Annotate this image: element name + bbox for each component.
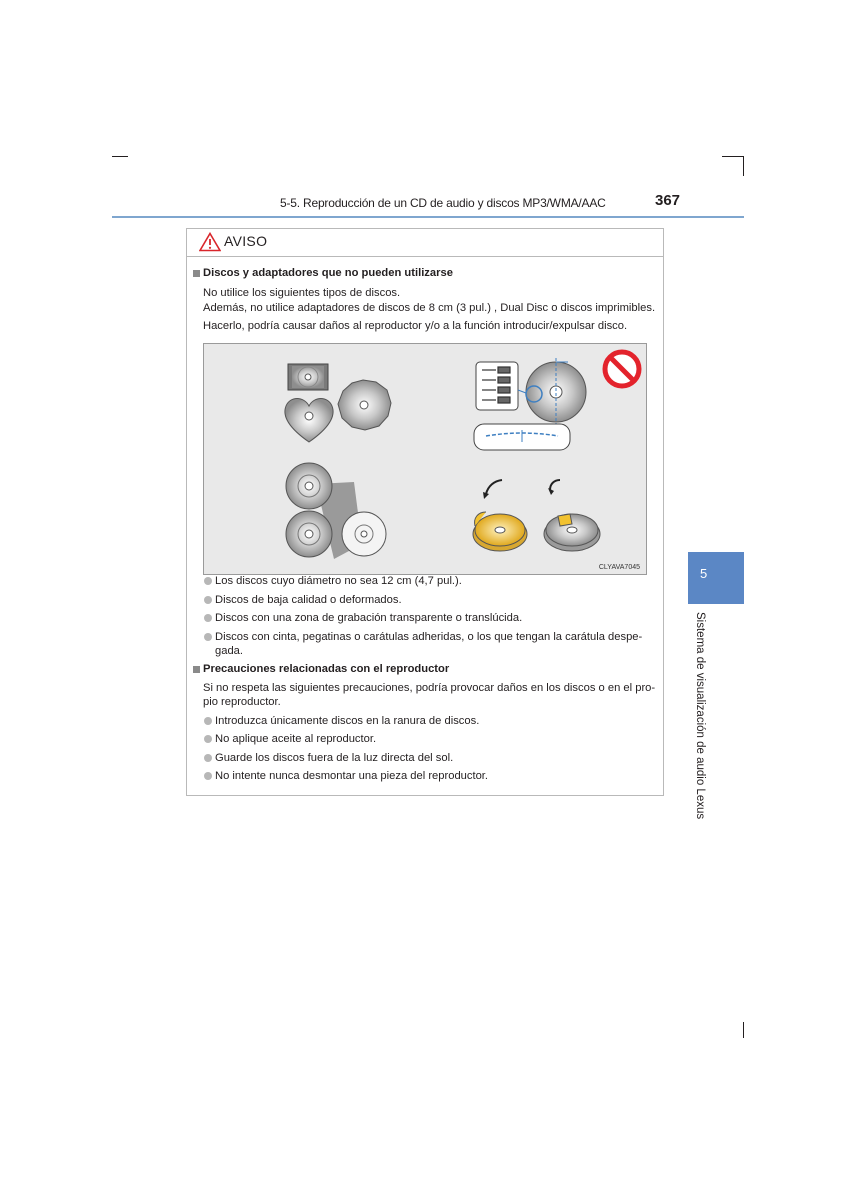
bullet-item: Introduzca únicamente discos en la ranura de discos. bbox=[215, 715, 480, 727]
bullet-dot bbox=[204, 735, 212, 743]
bullet-item: Discos con una zona de grabación transparente o translúcida. bbox=[215, 612, 523, 624]
section-marker bbox=[193, 666, 200, 673]
flower-disc-icon bbox=[338, 380, 391, 430]
warning-triangle-icon bbox=[199, 232, 221, 252]
chapter-number: 5 bbox=[700, 566, 708, 581]
chapter-side-label: Sistema de visualización de audio Lexus bbox=[694, 612, 706, 820]
bullet-item: Discos con cinta, pegatinas o carátulas adheridas, o los que tengan la carátula despe- bbox=[215, 631, 643, 643]
header-rule bbox=[112, 216, 744, 218]
section1-line: Hacerlo, podría causar daños al reproductor y/o a la función introducir/expulsar disco. bbox=[203, 320, 628, 332]
bullet-item: Los discos cuyo diámetro no sea 12 cm (4,7 pul.). bbox=[215, 575, 462, 587]
crop-mark-top-right-v bbox=[743, 156, 744, 176]
section2-intro: pio reproductor. bbox=[203, 696, 281, 708]
section1-line: No utilice los siguientes tipos de discos. bbox=[203, 287, 401, 299]
labeled-disc-icon bbox=[473, 480, 527, 551]
section-title-precauciones: Precauciones relacionadas con el reproductor bbox=[203, 663, 450, 675]
bullet-dot bbox=[204, 596, 212, 604]
bullet-dot bbox=[204, 614, 212, 622]
chapter-tab bbox=[688, 552, 744, 604]
bullet-item: No aplique aceite al reproductor. bbox=[215, 733, 377, 745]
bullet-dot bbox=[204, 754, 212, 762]
prohibition-icon bbox=[605, 352, 639, 386]
translucent-disc-icon bbox=[286, 463, 386, 559]
bullet-item: Guarde los discos fuera de la luz directa del sol. bbox=[215, 752, 454, 764]
crop-mark-top-right-h bbox=[722, 156, 744, 157]
bullet-item-continuation: gada. bbox=[215, 645, 243, 657]
section-header-title: 5-5. Reproducción de un CD de audio y discos MP3/WMA/AAC bbox=[280, 196, 606, 210]
discs-drawing bbox=[204, 344, 646, 574]
section-marker bbox=[193, 270, 200, 277]
page-number: 367 bbox=[655, 192, 681, 209]
bullet-item: Discos de baja calidad o deformados. bbox=[215, 594, 402, 606]
deformed-disc-icon bbox=[474, 358, 586, 450]
crop-mark-top-left bbox=[112, 156, 128, 157]
unusable-discs-illustration bbox=[203, 343, 647, 575]
bullet-dot bbox=[204, 772, 212, 780]
section-title-discos: Discos y adaptadores que no pueden utilizarse bbox=[203, 267, 453, 279]
bullet-dot bbox=[204, 717, 212, 725]
heart-disc-icon bbox=[285, 399, 333, 443]
warning-heading: AVISO bbox=[224, 233, 268, 249]
bullet-item: No intente nunca desmontar una pieza del reproductor. bbox=[215, 770, 489, 782]
crop-mark-bottom-right bbox=[743, 1022, 744, 1038]
bullet-dot bbox=[204, 577, 212, 585]
warning-box bbox=[186, 228, 664, 796]
section1-line: Además, no utilice adaptadores de discos de 8 cm (3 pul.) , Dual Disc o discos imprimibles. bbox=[203, 302, 656, 314]
warning-header bbox=[187, 229, 663, 257]
bullet-dot bbox=[204, 633, 212, 641]
square-disc-icon bbox=[288, 364, 328, 390]
figure-code: CLYAVA7045 bbox=[598, 564, 640, 571]
section2-intro: Si no respeta las siguientes precauciones, podría provocar daños en los discos o en el pro- bbox=[203, 682, 656, 694]
taped-disc-icon bbox=[544, 480, 600, 551]
